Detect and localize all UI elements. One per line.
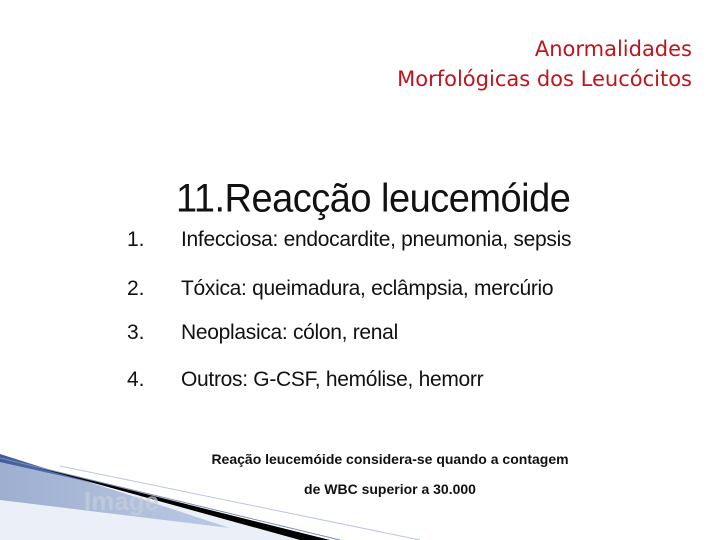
watermark-text: Image <box>84 486 160 516</box>
footnote <box>150 444 630 504</box>
title-line-2: Morfológicas dos Leucócitos <box>397 67 692 91</box>
list-item-number: 4. <box>127 368 145 391</box>
list-item <box>127 368 707 398</box>
list-item <box>127 228 707 258</box>
list-item-text: Infecciosa: endocardite, pneumonia, sepsis <box>181 228 572 251</box>
list-item-number: 2. <box>127 277 145 300</box>
list-item-number: 1. <box>127 228 145 251</box>
list-item-text: Neoplasica: cólon, renal <box>181 321 398 344</box>
list-item-text: Outros: G-CSF, hemólise, hemorr <box>181 368 484 391</box>
slide-title <box>397 34 692 94</box>
footnote-line-2: de WBC superior a 30.000 <box>304 481 476 497</box>
list-item-text: Tóxica: queimadura, eclâmpsia, mercúrio <box>181 277 554 300</box>
footnote-line-1: Reação leucemóide considera-se quando a contagem <box>211 451 569 467</box>
list-item <box>127 321 707 351</box>
section-heading: 11.Reacção leucemóide <box>176 176 571 222</box>
list-item <box>127 277 707 307</box>
list-item-number: 3. <box>127 321 145 344</box>
title-line-1: Anormalidades <box>534 37 692 61</box>
